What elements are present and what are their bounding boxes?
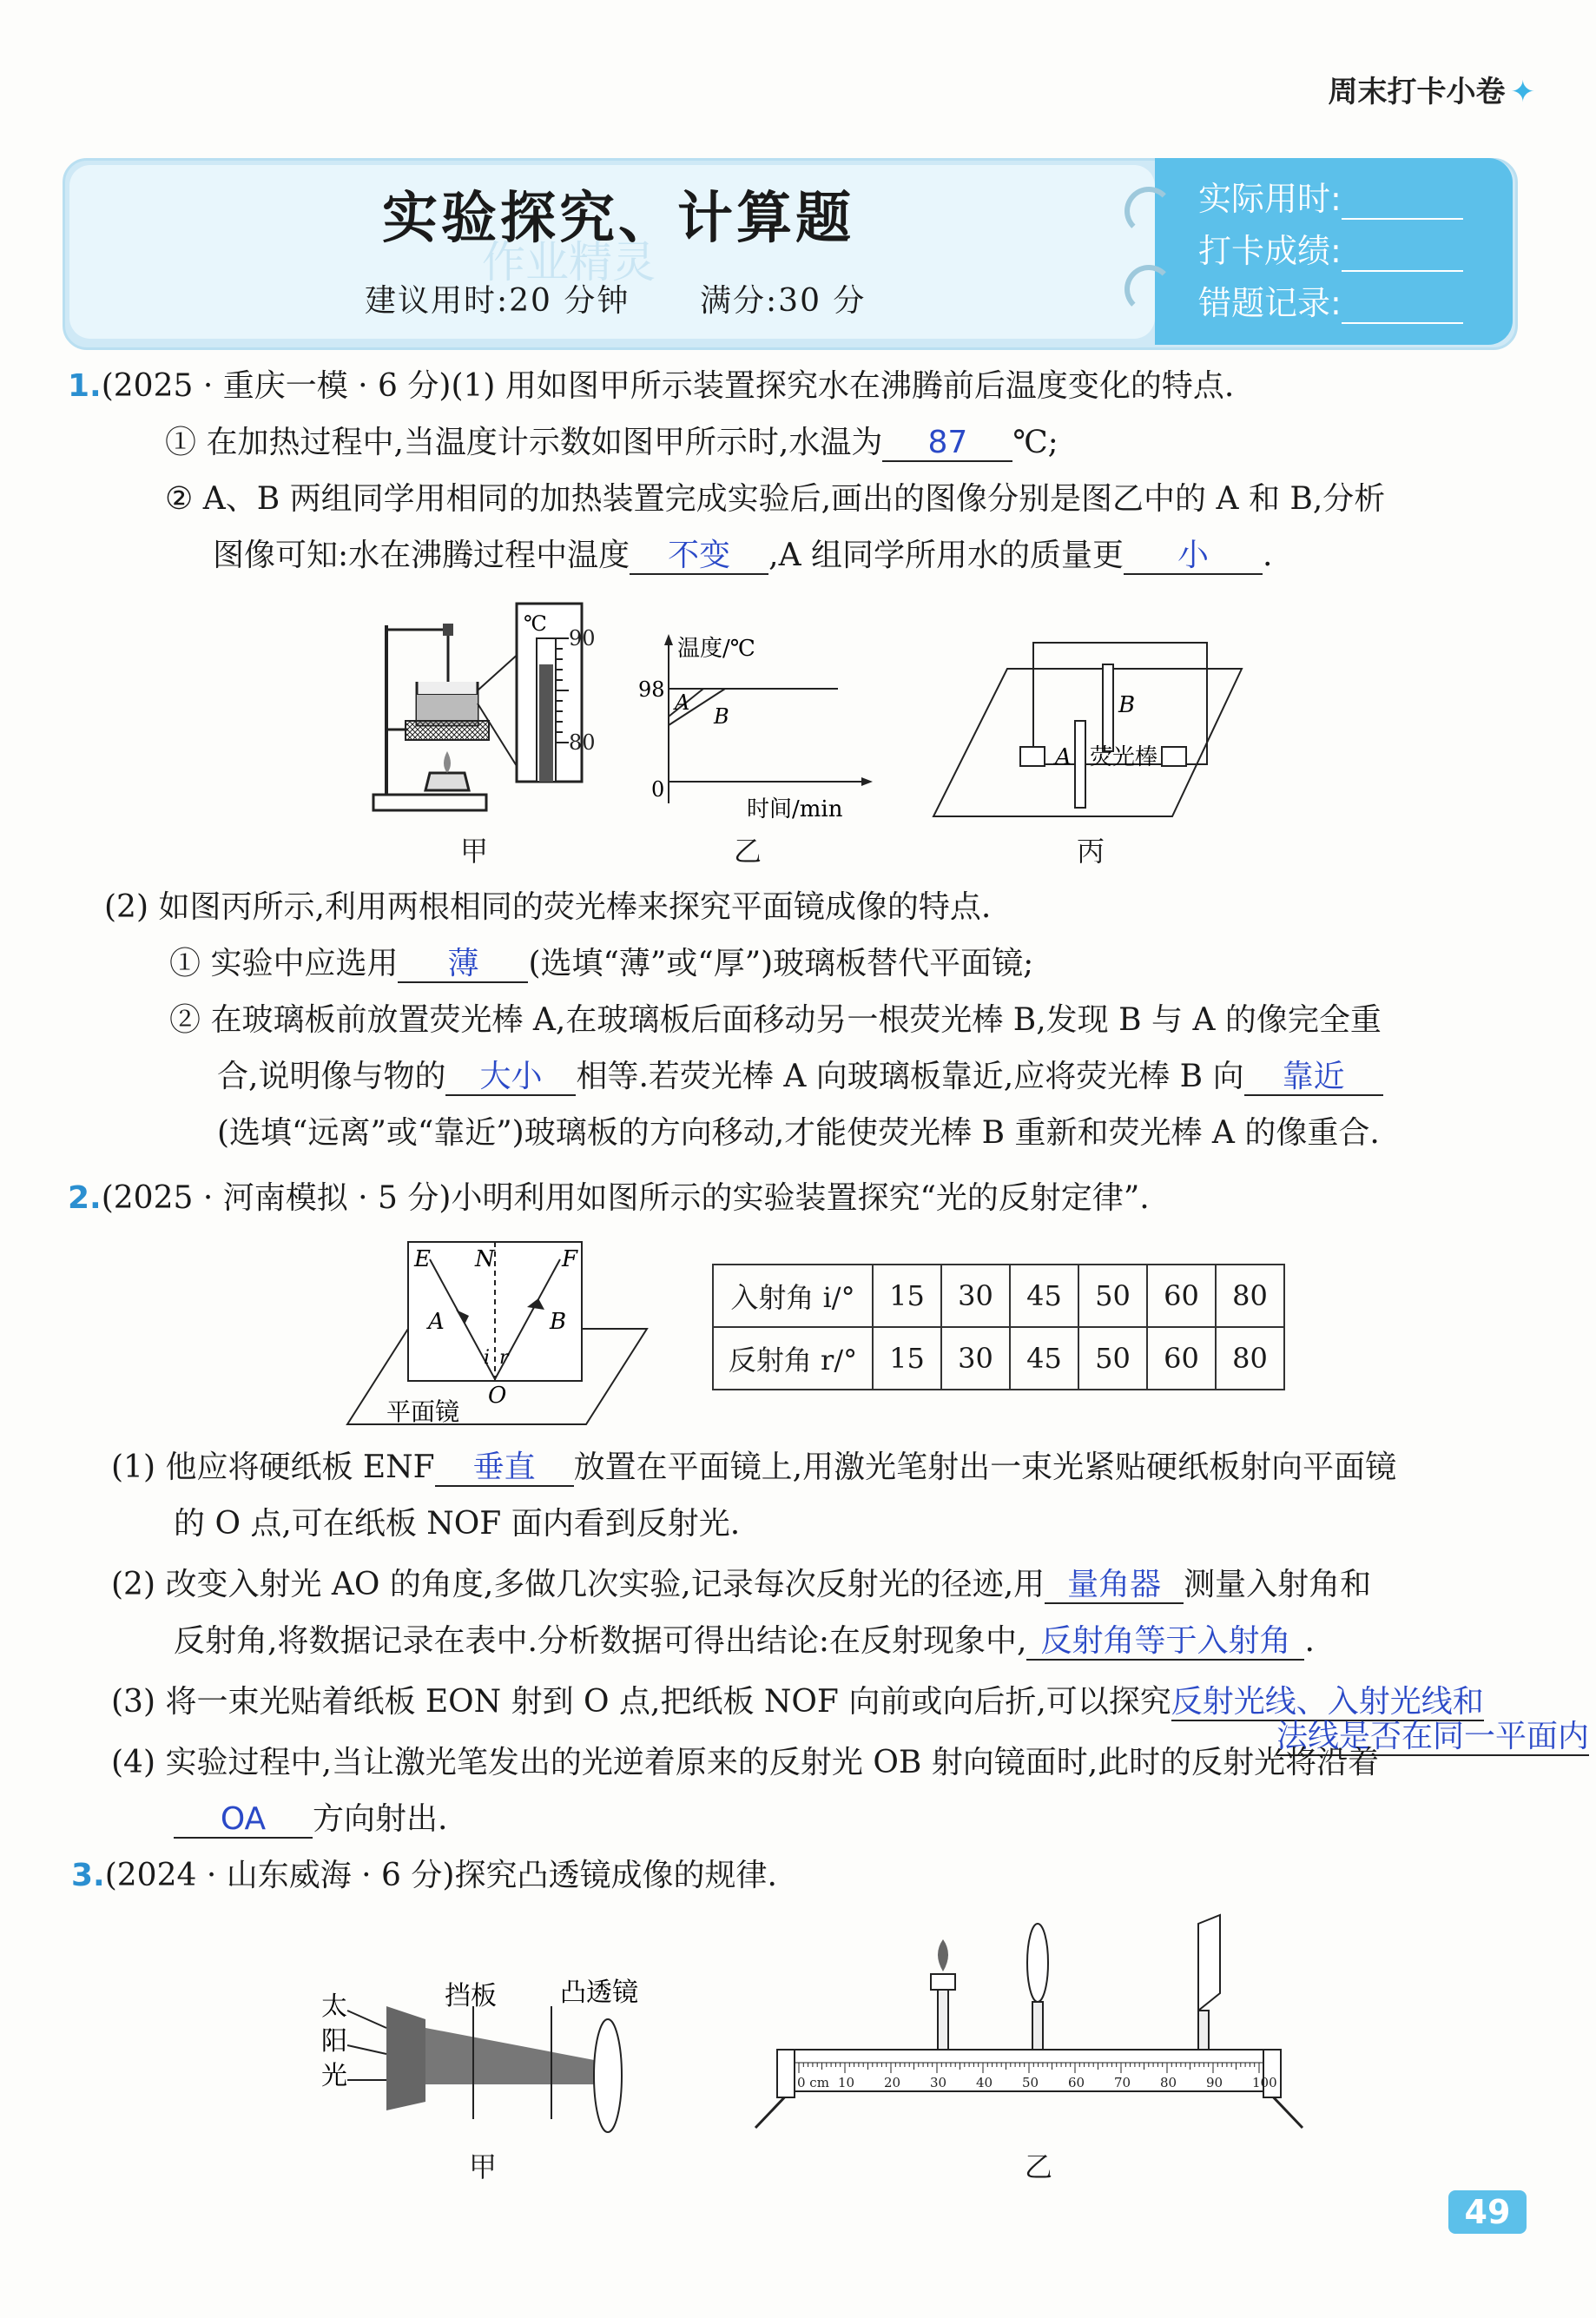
answer-conclusion[interactable]: 反射角等于入射角: [1026, 1624, 1304, 1661]
graph-label-a: A: [675, 690, 690, 715]
row-header-reflect: 反射角 r/°: [713, 1327, 873, 1390]
figure-reflection: [343, 1233, 656, 1429]
ruler-label: 80: [1160, 2075, 1177, 2090]
q2-part2-line2: 反射角,将数据记录在表中.分析数据可得出结论:在反射现象中, 反射角等于入射角 .: [174, 1623, 1315, 1659]
q3-source: (2024 · 山东威海 · 6 分): [104, 1858, 455, 1893]
stick-name-label: 荧光棒: [1090, 744, 1158, 770]
q3-header: [71, 1854, 777, 1898]
table-cell: 60: [1147, 1265, 1216, 1327]
series-title: 周末打卡小卷: [1328, 75, 1506, 109]
q1-part2-a: ① 实验中应选用 薄 (选填“薄”或“厚”)玻璃板替代平面镜;: [169, 946, 1034, 981]
q2-number: 2.: [68, 1180, 102, 1216]
figure-heating-apparatus: [360, 599, 596, 834]
table-cell: 80: [1216, 1265, 1284, 1327]
ruler-label: 100: [1252, 2075, 1277, 2090]
caption-bing: 丙: [1077, 835, 1105, 868]
row-header-incident: 入射角 i/°: [713, 1265, 873, 1327]
table-cell: 15: [873, 1265, 941, 1327]
sun-label-3: 光: [321, 2061, 347, 2091]
answer-water-temp[interactable]: 87: [882, 426, 1012, 462]
q2-part2-line1: (2) 改变入射光 AO 的角度,多做几次实验,记录每次反射光的径迹,用 量角器 测量入射角和: [111, 1567, 1372, 1602]
watermark: 作业精灵: [482, 237, 656, 287]
ruler-label: 10: [838, 2075, 855, 2090]
q1-part1-a: ① 在加热过程中,当温度计示数如图甲所示时,水温为 87 ℃;: [165, 425, 1059, 460]
q1-part2-b-line3: (选填“远离”或“靠近”)玻璃板的方向移动,才能使荧光棒 B 重新和荧光棒 A 的像重合.: [217, 1115, 1380, 1151]
label-n: N: [475, 1246, 495, 1272]
table-cell: 50: [1078, 1265, 1147, 1327]
q3-number: 3.: [71, 1858, 105, 1893]
tick-label-90: 90: [569, 626, 596, 650]
record-errors: 错题记录:: [1198, 276, 1463, 324]
table-cell: 45: [1010, 1265, 1078, 1327]
ruler-label: 40: [976, 2075, 993, 2090]
q1-part1-b-line1: ② A、B 两组同学用相同的加热装置完成实验后,画出的图像分别是图乙中的 A 和 B,分析: [165, 481, 1386, 517]
graph-y98: 98: [638, 677, 665, 702]
answer-plane-b[interactable]: 法线是否在同一平面内: [1276, 1719, 1590, 1754]
answer-direction-oa[interactable]: OA: [174, 1802, 313, 1839]
flame-icon: [938, 1939, 948, 1971]
graph-label-b: B: [714, 704, 729, 729]
caption-jia: 甲: [460, 835, 489, 868]
q1-header: [68, 365, 1234, 408]
caption-q3-jia: 甲: [469, 2150, 498, 2183]
section-subtitle: 建议用时:20 分钟 满分:30 分: [365, 283, 867, 319]
q1-part2-b-line2: 合,说明像与物的 大小 相等.若荧光棒 A 向玻璃板靠近,应将荧光棒 B 向 靠近: [217, 1055, 1383, 1099]
ruler-label: 30: [930, 2075, 947, 2090]
stick-a-label: A: [1055, 744, 1072, 770]
q2-header: [68, 1177, 1150, 1220]
table-cell: 15: [873, 1327, 941, 1390]
stick-b-label: B: [1118, 692, 1136, 718]
ruler-label: 60: [1068, 2075, 1085, 2090]
record-actual-time: 实际用时:: [1198, 172, 1463, 220]
table-cell: 60: [1147, 1327, 1216, 1390]
q2-source: (2025 · 河南模拟 · 5 分): [101, 1180, 452, 1216]
graph-ylabel: 温度/℃: [677, 636, 755, 662]
tick-label-80: 80: [569, 730, 596, 755]
q2-intro: 小明利用如图所示的实验装置探究“光的反射定律”.: [451, 1180, 1150, 1216]
answer-plate-thickness[interactable]: 薄: [398, 947, 528, 983]
answer-size[interactable]: 大小: [445, 1060, 576, 1096]
table-cell: 80: [1216, 1327, 1284, 1390]
section-title: 实验探究、计算题: [382, 186, 854, 251]
angle-table: [712, 1264, 1285, 1390]
ruler-label: 70: [1114, 2075, 1131, 2090]
ruler-label: 0 cm: [797, 2075, 829, 2090]
graph-origin: 0: [651, 777, 665, 802]
binder-ring-icon: [1124, 187, 1173, 235]
figure-optical-bench: [747, 1898, 1337, 2132]
q1-part1-b-line2: 图像可知:水在沸腾过程中温度 不变 ,A 组同学所用水的质量更 小 .: [213, 538, 1273, 573]
candle: [931, 1974, 955, 1990]
label-e: E: [414, 1246, 431, 1272]
caption-q3-yi: 乙: [1025, 2150, 1053, 2183]
binder-ring-icon: [1124, 265, 1173, 314]
lens-label: 凸透镜: [560, 1978, 638, 2008]
label-r: r: [499, 1347, 509, 1369]
label-mirror: 平面镜: [386, 1397, 460, 1426]
sparkle-icon: ✦: [1510, 75, 1535, 109]
q3-intro: 探究凸透镜成像的规律.: [454, 1858, 777, 1893]
answer-tool[interactable]: 量角器: [1045, 1568, 1184, 1604]
record-score: 打卡成绩:: [1198, 224, 1463, 272]
answer-mass[interactable]: 小: [1124, 538, 1263, 575]
table-cell: 30: [941, 1327, 1010, 1390]
sun-label-1: 太: [321, 1991, 347, 2022]
q1-part2-intro: (2) 如图丙所示,利用两根相同的荧光棒来探究平面镜成像的特点.: [104, 889, 992, 925]
ruler-label: 50: [1022, 2075, 1039, 2090]
q2-part1-line2: 的 O 点,可在纸板 NOF 面内看到反射光.: [174, 1506, 741, 1542]
q2-part4-line1: (4) 实验过程中,当让激光笔发出的光逆着原来的反射光 OB 射向镜面时,此时的反射光将沿着: [111, 1745, 1380, 1780]
figure-temperature-graph: [625, 630, 877, 825]
q1-part1-intro: (1) 用如图甲所示装置探究水在沸腾前后温度变化的特点.: [451, 368, 1235, 404]
q2-part4-line2: OA 方向射出.: [174, 1798, 447, 1841]
sun-label-2: 阳: [321, 2026, 347, 2057]
q1-part2-b-line1: ② 在玻璃板前放置荧光棒 A,在玻璃板后面移动另一根荧光棒 B,发现 B 与 A 的像完全重: [169, 1002, 1382, 1038]
stick-b: [1103, 664, 1113, 751]
label-b: B: [550, 1309, 567, 1335]
screen: [1198, 1915, 1220, 2011]
stick-a: [1075, 721, 1085, 808]
graph-xlabel: 时间/min: [747, 796, 843, 822]
series-header: [1329, 68, 1536, 110]
answer-plane-a[interactable]: 反射光线、入射光线和: [1171, 1684, 1484, 1720]
q1-number: 1.: [68, 368, 102, 404]
table-row: [713, 1327, 1284, 1390]
label-a: A: [428, 1309, 445, 1335]
table-row: [713, 1265, 1284, 1327]
caption-yi: 乙: [734, 835, 762, 868]
label-i: i: [484, 1347, 491, 1369]
page-number: 49: [1448, 2190, 1527, 2234]
answer-placement[interactable]: 垂直: [435, 1450, 574, 1487]
answer-temp-change[interactable]: 不变: [630, 538, 768, 575]
figure-glass-plate: [929, 634, 1250, 821]
ruler-label: 90: [1206, 2075, 1223, 2090]
label-f: F: [562, 1246, 578, 1272]
thermometer-unit: ℃: [524, 611, 547, 636]
convex-lens: [1027, 1924, 1048, 2002]
q2-part1-line1: (1) 他应将硬纸板 ENF 垂直 放置在平面镜上,用激光笔射出一束光紧贴硬纸板射向平面镜: [111, 1450, 1397, 1485]
label-o: O: [488, 1383, 507, 1409]
table-cell: 50: [1078, 1327, 1147, 1390]
figure-focal-length: [313, 1980, 660, 2136]
ruler-label: 20: [884, 2075, 901, 2090]
table-cell: 45: [1010, 1327, 1078, 1390]
q1-source: (2025 · 重庆一模 · 6 分): [101, 368, 452, 404]
answer-direction[interactable]: 靠近: [1244, 1060, 1383, 1096]
table-cell: 30: [941, 1265, 1010, 1327]
q2-part3-line1: (3) 将一束光贴着纸板 EON 射到 O 点,把纸板 NOF 向前或向后折,可以探究反射光线、入射光线和: [111, 1684, 1484, 1720]
board-label: 挡板: [445, 1981, 497, 2011]
